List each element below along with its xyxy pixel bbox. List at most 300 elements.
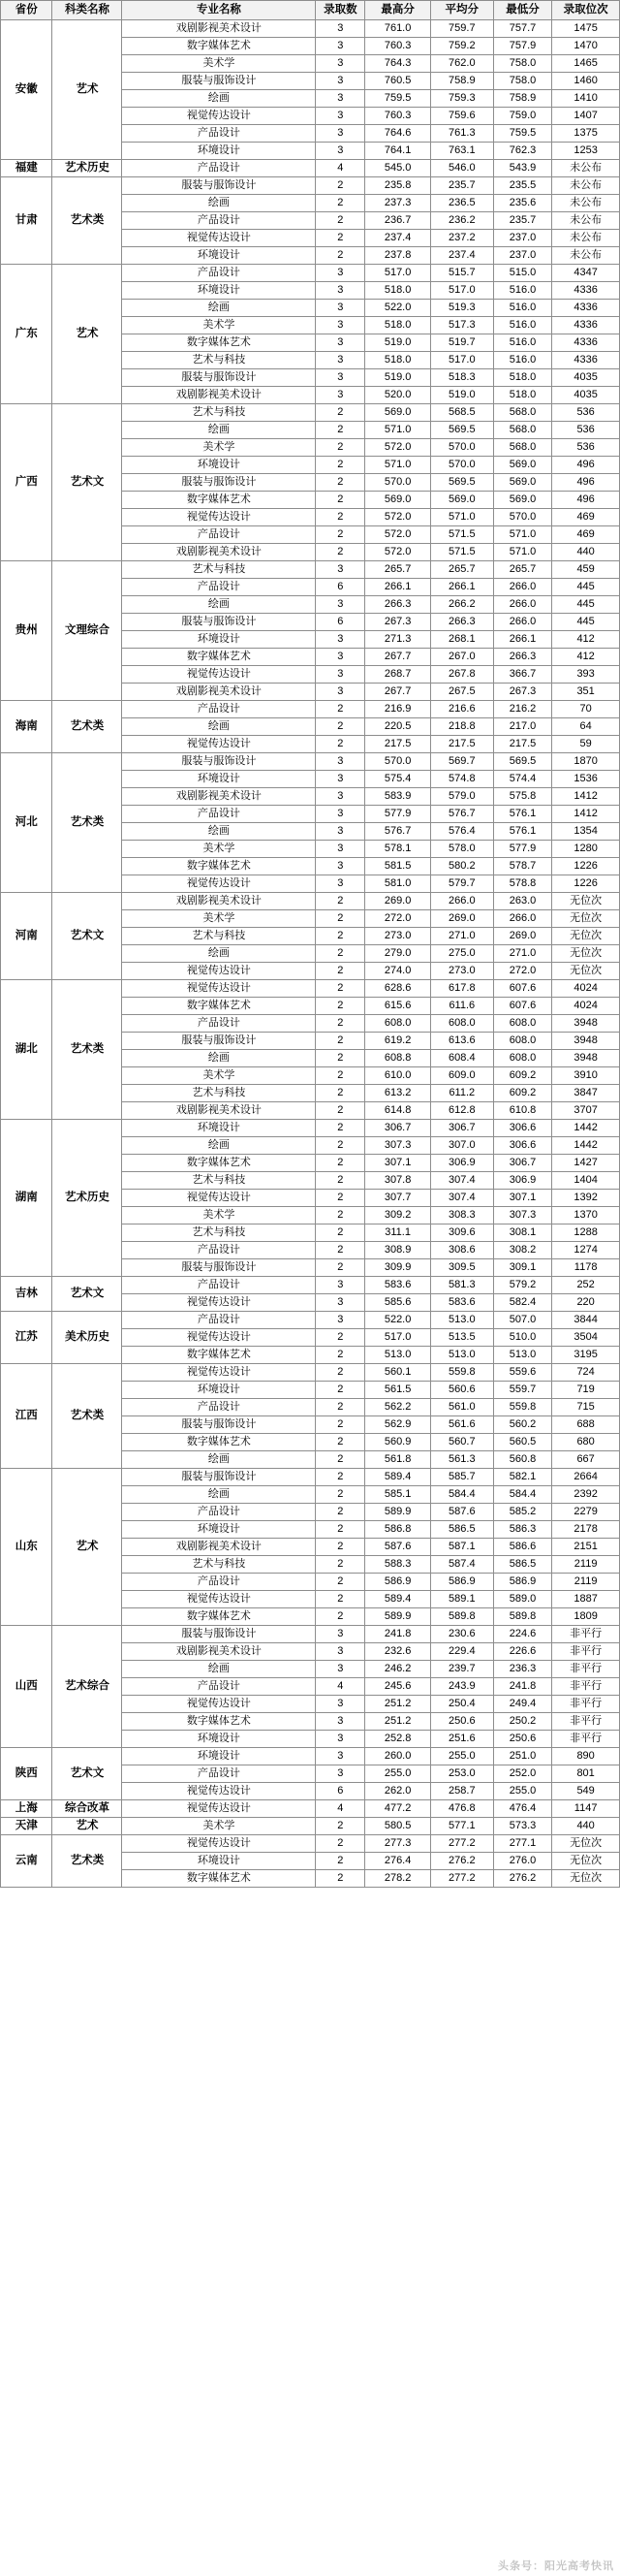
cell-min: 513.0 (493, 1347, 551, 1364)
header-major: 专业名称 (122, 1, 316, 20)
cell-rank: 无位次 (552, 963, 620, 980)
cell-rank: 3844 (552, 1312, 620, 1329)
cell-min: 276.0 (493, 1853, 551, 1870)
cell-rank: 2119 (552, 1556, 620, 1574)
cell-rank: 1407 (552, 108, 620, 125)
cell-count: 3 (316, 352, 365, 369)
cell-province: 河南 (1, 893, 52, 980)
cell-max: 267.7 (365, 684, 430, 701)
table-row (1, 1800, 620, 1818)
cell-category: 艺术综合 (52, 1626, 122, 1748)
cell-min: 584.4 (493, 1486, 551, 1504)
cell-max: 589.4 (365, 1469, 430, 1486)
cell-rank: 未公布 (552, 160, 620, 177)
cell-major: 产品设计 (122, 125, 316, 143)
cell-min: 249.4 (493, 1696, 551, 1713)
cell-avg: 761.3 (430, 125, 493, 143)
cell-avg: 580.2 (430, 858, 493, 875)
cell-max: 615.6 (365, 998, 430, 1015)
cell-rank: 非平行 (552, 1626, 620, 1643)
cell-count: 3 (316, 1713, 365, 1731)
cell-major: 数字媒体艺术 (122, 1870, 316, 1888)
cell-min: 608.0 (493, 1033, 551, 1050)
cell-count: 2 (316, 1416, 365, 1434)
header-province: 省份 (1, 1, 52, 20)
cell-major: 视觉传达设计 (122, 1800, 316, 1818)
cell-min: 277.1 (493, 1835, 551, 1853)
cell-min: 577.9 (493, 841, 551, 858)
cell-count: 2 (316, 509, 365, 526)
cell-avg: 515.7 (430, 265, 493, 282)
cell-avg: 266.3 (430, 614, 493, 631)
cell-avg: 589.8 (430, 1608, 493, 1626)
cell-category: 艺术文 (52, 404, 122, 561)
cell-rank: 1809 (552, 1608, 620, 1626)
cell-major: 服装与服饰设计 (122, 369, 316, 387)
cell-major: 服装与服饰设计 (122, 1033, 316, 1050)
table-row (1, 1277, 620, 1294)
cell-province: 湖北 (1, 980, 52, 1120)
cell-count: 2 (316, 1818, 365, 1835)
cell-major: 视觉传达设计 (122, 1294, 316, 1312)
cell-min: 276.2 (493, 1870, 551, 1888)
cell-avg: 559.8 (430, 1364, 493, 1382)
cell-major: 美术学 (122, 439, 316, 457)
cell-rank: 非平行 (552, 1678, 620, 1696)
cell-major: 绘画 (122, 1661, 316, 1678)
cell-avg: 586.5 (430, 1521, 493, 1539)
cell-rank: 1442 (552, 1137, 620, 1155)
cell-min: 559.6 (493, 1364, 551, 1382)
cell-avg: 250.6 (430, 1713, 493, 1731)
cell-major: 美术学 (122, 1067, 316, 1085)
cell-avg: 229.4 (430, 1643, 493, 1661)
cell-rank: 4336 (552, 334, 620, 352)
cell-count: 2 (316, 1015, 365, 1033)
cell-rank: 445 (552, 614, 620, 631)
cell-min: 250.2 (493, 1713, 551, 1731)
table-row (1, 177, 620, 195)
cell-avg: 759.6 (430, 108, 493, 125)
cell-rank: 4024 (552, 980, 620, 998)
cell-major: 产品设计 (122, 579, 316, 596)
cell-max: 518.0 (365, 317, 430, 334)
cell-major: 戏剧影视美术设计 (122, 684, 316, 701)
cell-province: 河北 (1, 753, 52, 893)
cell-major: 视觉传达设计 (122, 230, 316, 247)
cell-category: 艺术文 (52, 1277, 122, 1312)
cell-min: 236.3 (493, 1661, 551, 1678)
cell-min: 560.8 (493, 1451, 551, 1469)
cell-avg: 758.9 (430, 73, 493, 90)
cell-rank: 无位次 (552, 945, 620, 963)
cell-major: 戏剧影视美术设计 (122, 544, 316, 561)
cell-max: 764.1 (365, 143, 430, 160)
cell-major: 产品设计 (122, 1574, 316, 1591)
cell-major: 绘画 (122, 718, 316, 736)
cell-avg: 759.2 (430, 38, 493, 55)
cell-rank: 无位次 (552, 928, 620, 945)
cell-avg: 578.0 (430, 841, 493, 858)
cell-category: 艺术类 (52, 1835, 122, 1888)
cell-min: 569.0 (493, 474, 551, 492)
cell-rank: 4347 (552, 265, 620, 282)
cell-major: 绘画 (122, 823, 316, 841)
cell-min: 518.0 (493, 387, 551, 404)
cell-rank: 无位次 (552, 910, 620, 928)
cell-min: 569.0 (493, 492, 551, 509)
cell-major: 服装与服饰设计 (122, 1259, 316, 1277)
cell-min: 226.6 (493, 1643, 551, 1661)
cell-min: 575.8 (493, 788, 551, 806)
cell-major: 数字媒体艺术 (122, 1155, 316, 1172)
cell-rank: 3195 (552, 1347, 620, 1364)
cell-max: 518.0 (365, 282, 430, 300)
cell-count: 3 (316, 1643, 365, 1661)
cell-avg: 585.7 (430, 1469, 493, 1486)
cell-rank: 412 (552, 631, 620, 649)
cell-max: 307.8 (365, 1172, 430, 1190)
cell-avg: 577.1 (430, 1818, 493, 1835)
cell-max: 235.8 (365, 177, 430, 195)
cell-avg: 581.3 (430, 1277, 493, 1294)
cell-min: 266.0 (493, 579, 551, 596)
cell-rank: 未公布 (552, 212, 620, 230)
cell-max: 252.8 (365, 1731, 430, 1748)
cell-min: 266.0 (493, 596, 551, 614)
cell-max: 572.0 (365, 509, 430, 526)
cell-min: 308.2 (493, 1242, 551, 1259)
cell-rank: 680 (552, 1434, 620, 1451)
cell-rank: 1404 (552, 1172, 620, 1190)
cell-min: 568.0 (493, 404, 551, 422)
cell-rank: 3847 (552, 1085, 620, 1102)
table-row (1, 561, 620, 579)
cell-rank: 非平行 (552, 1696, 620, 1713)
cell-avg: 571.0 (430, 509, 493, 526)
cell-major: 服装与服饰设计 (122, 73, 316, 90)
cell-min: 757.7 (493, 20, 551, 38)
cell-min: 586.5 (493, 1556, 551, 1574)
cell-major: 视觉传达设计 (122, 1190, 316, 1207)
cell-max: 309.2 (365, 1207, 430, 1224)
cell-count: 2 (316, 1137, 365, 1155)
cell-rank: 无位次 (552, 1870, 620, 1888)
cell-rank: 无位次 (552, 1835, 620, 1853)
cell-category: 美术历史 (52, 1312, 122, 1364)
cell-major: 产品设计 (122, 806, 316, 823)
cell-major: 产品设计 (122, 1504, 316, 1521)
cell-province: 福建 (1, 160, 52, 177)
cell-rank: 3707 (552, 1102, 620, 1120)
cell-rank: 890 (552, 1748, 620, 1765)
cell-min: 266.3 (493, 649, 551, 666)
cell-avg: 269.0 (430, 910, 493, 928)
header-rank: 录取位次 (552, 1, 620, 20)
cell-count: 2 (316, 1033, 365, 1050)
cell-max: 572.0 (365, 526, 430, 544)
cell-major: 绘画 (122, 300, 316, 317)
cell-max: 307.7 (365, 1190, 430, 1207)
cell-min: 560.5 (493, 1434, 551, 1451)
cell-count: 2 (316, 422, 365, 439)
cell-count: 3 (316, 38, 365, 55)
cell-max: 561.5 (365, 1382, 430, 1399)
cell-count: 6 (316, 1783, 365, 1800)
cell-max: 307.3 (365, 1137, 430, 1155)
cell-avg: 230.6 (430, 1626, 493, 1643)
cell-major: 数字媒体艺术 (122, 858, 316, 875)
cell-max: 545.0 (365, 160, 430, 177)
cell-avg: 235.7 (430, 177, 493, 195)
cell-avg: 519.3 (430, 300, 493, 317)
cell-count: 3 (316, 73, 365, 90)
cell-max: 586.8 (365, 1521, 430, 1539)
cell-max: 266.3 (365, 596, 430, 614)
cell-avg: 613.6 (430, 1033, 493, 1050)
cell-avg: 611.6 (430, 998, 493, 1015)
cell-min: 306.6 (493, 1137, 551, 1155)
cell-count: 3 (316, 1661, 365, 1678)
cell-rank: 445 (552, 596, 620, 614)
cell-count: 3 (316, 684, 365, 701)
cell-avg: 589.1 (430, 1591, 493, 1608)
cell-min: 758.9 (493, 90, 551, 108)
cell-major: 服装与服饰设计 (122, 1416, 316, 1434)
cell-count: 2 (316, 893, 365, 910)
cell-count: 2 (316, 910, 365, 928)
cell-province: 广西 (1, 404, 52, 561)
cell-major: 数字媒体艺术 (122, 334, 316, 352)
cell-rank: 未公布 (552, 230, 620, 247)
cell-min: 607.6 (493, 980, 551, 998)
cell-max: 245.6 (365, 1678, 430, 1696)
cell-major: 环境设计 (122, 1120, 316, 1137)
table-row (1, 1364, 620, 1382)
cell-count: 3 (316, 1731, 365, 1748)
cell-avg: 250.4 (430, 1696, 493, 1713)
cell-count: 3 (316, 125, 365, 143)
cell-avg: 763.1 (430, 143, 493, 160)
cell-avg: 268.1 (430, 631, 493, 649)
cell-major: 绘画 (122, 90, 316, 108)
cell-major: 视觉传达设计 (122, 875, 316, 893)
cell-major: 服装与服饰设计 (122, 753, 316, 771)
cell-avg: 265.7 (430, 561, 493, 579)
cell-rank: 非平行 (552, 1643, 620, 1661)
cell-count: 3 (316, 771, 365, 788)
header-min: 最低分 (493, 1, 551, 20)
cell-max: 260.0 (365, 1748, 430, 1765)
cell-avg: 608.0 (430, 1015, 493, 1033)
cell-max: 619.2 (365, 1033, 430, 1050)
table-row (1, 265, 620, 282)
cell-count: 3 (316, 20, 365, 38)
cell-count: 2 (316, 1364, 365, 1382)
table-row (1, 893, 620, 910)
cell-count: 2 (316, 701, 365, 718)
cell-count: 3 (316, 282, 365, 300)
cell-major: 视觉传达设计 (122, 1591, 316, 1608)
cell-max: 522.0 (365, 300, 430, 317)
cell-major: 产品设计 (122, 1765, 316, 1783)
cell-major: 环境设计 (122, 1748, 316, 1765)
cell-avg: 584.4 (430, 1486, 493, 1504)
cell-max: 237.8 (365, 247, 430, 265)
cell-min: 266.1 (493, 631, 551, 649)
cell-avg: 513.5 (430, 1329, 493, 1347)
cell-rank: 1178 (552, 1259, 620, 1277)
cell-count: 2 (316, 1085, 365, 1102)
cell-avg: 579.7 (430, 875, 493, 893)
cell-count: 3 (316, 334, 365, 352)
cell-max: 580.5 (365, 1818, 430, 1835)
cell-major: 美术学 (122, 841, 316, 858)
cell-min: 217.5 (493, 736, 551, 753)
cell-count: 2 (316, 212, 365, 230)
cell-major: 产品设计 (122, 1312, 316, 1329)
cell-major: 艺术与科技 (122, 928, 316, 945)
cell-max: 588.3 (365, 1556, 430, 1574)
cell-min: 269.0 (493, 928, 551, 945)
cell-count: 2 (316, 1120, 365, 1137)
cell-max: 764.6 (365, 125, 430, 143)
cell-rank: 2178 (552, 1521, 620, 1539)
cell-rank: 1427 (552, 1155, 620, 1172)
cell-major: 艺术与科技 (122, 1224, 316, 1242)
cell-rank: 1147 (552, 1800, 620, 1818)
cell-rank: 459 (552, 561, 620, 579)
cell-major: 数字媒体艺术 (122, 38, 316, 55)
cell-count: 4 (316, 1800, 365, 1818)
table-header-row (1, 1, 620, 20)
cell-min: 267.3 (493, 684, 551, 701)
cell-rank: 496 (552, 457, 620, 474)
cell-province: 湖南 (1, 1120, 52, 1277)
cell-major: 艺术与科技 (122, 561, 316, 579)
cell-avg: 306.7 (430, 1120, 493, 1137)
cell-major: 视觉传达设计 (122, 108, 316, 125)
cell-rank: 536 (552, 404, 620, 422)
cell-rank: 549 (552, 1783, 620, 1800)
cell-major: 数字媒体艺术 (122, 492, 316, 509)
cell-major: 环境设计 (122, 457, 316, 474)
cell-min: 570.0 (493, 509, 551, 526)
cell-count: 2 (316, 1224, 365, 1242)
cell-rank: 1392 (552, 1190, 620, 1207)
cell-count: 2 (316, 1608, 365, 1626)
cell-major: 环境设计 (122, 1853, 316, 1870)
cell-count: 2 (316, 230, 365, 247)
table-row (1, 1748, 620, 1765)
cell-rank: 536 (552, 439, 620, 457)
cell-rank: 3948 (552, 1050, 620, 1067)
cell-avg: 267.0 (430, 649, 493, 666)
cell-category: 文理综合 (52, 561, 122, 701)
cell-count: 3 (316, 300, 365, 317)
cell-rank: 1226 (552, 858, 620, 875)
cell-count: 3 (316, 788, 365, 806)
cell-max: 608.8 (365, 1050, 430, 1067)
cell-rank: 4336 (552, 300, 620, 317)
cell-count: 4 (316, 160, 365, 177)
cell-category: 艺术类 (52, 177, 122, 265)
cell-major: 视觉传达设计 (122, 1696, 316, 1713)
cell-category: 艺术 (52, 1818, 122, 1835)
cell-max: 608.0 (365, 1015, 430, 1033)
cell-count: 2 (316, 1504, 365, 1521)
cell-count: 3 (316, 631, 365, 649)
cell-category: 艺术文 (52, 1748, 122, 1800)
cell-min: 608.0 (493, 1050, 551, 1067)
cell-count: 3 (316, 55, 365, 73)
cell-min: 582.1 (493, 1469, 551, 1486)
cell-count: 3 (316, 823, 365, 841)
cell-count: 2 (316, 1329, 365, 1347)
cell-rank: 440 (552, 1818, 620, 1835)
cell-max: 265.7 (365, 561, 430, 579)
cell-max: 276.4 (365, 1853, 430, 1870)
cell-rank: 469 (552, 509, 620, 526)
cell-rank: 252 (552, 1277, 620, 1294)
cell-major: 环境设计 (122, 1382, 316, 1399)
cell-min: 576.1 (493, 806, 551, 823)
cell-count: 2 (316, 1591, 365, 1608)
cell-province: 安徽 (1, 20, 52, 160)
cell-major: 视觉传达设计 (122, 509, 316, 526)
cell-rank: 2664 (552, 1469, 620, 1486)
cell-major: 视觉传达设计 (122, 1835, 316, 1853)
cell-count: 2 (316, 1469, 365, 1486)
cell-category: 艺术类 (52, 701, 122, 753)
cell-count: 2 (316, 1399, 365, 1416)
cell-major: 服装与服饰设计 (122, 614, 316, 631)
cell-max: 216.9 (365, 701, 430, 718)
cell-major: 数字媒体艺术 (122, 1713, 316, 1731)
cell-max: 589.9 (365, 1504, 430, 1521)
cell-max: 581.5 (365, 858, 430, 875)
cell-count: 3 (316, 666, 365, 684)
cell-max: 513.0 (365, 1347, 430, 1364)
table-row (1, 701, 620, 718)
cell-major: 绘画 (122, 422, 316, 439)
cell-major: 视觉传达设计 (122, 736, 316, 753)
cell-avg: 267.8 (430, 666, 493, 684)
cell-rank: 1274 (552, 1242, 620, 1259)
cell-min: 266.0 (493, 614, 551, 631)
cell-max: 519.0 (365, 334, 430, 352)
cell-major: 产品设计 (122, 1277, 316, 1294)
cell-min: 235.6 (493, 195, 551, 212)
cell-avg: 569.5 (430, 422, 493, 439)
cell-max: 589.9 (365, 1608, 430, 1626)
cell-major: 绘画 (122, 1050, 316, 1067)
cell-rank: 1375 (552, 125, 620, 143)
cell-min: 610.8 (493, 1102, 551, 1120)
cell-province: 上海 (1, 1800, 52, 1818)
cell-count: 3 (316, 143, 365, 160)
cell-max: 246.2 (365, 1661, 430, 1678)
cell-category: 综合改革 (52, 1800, 122, 1818)
cell-major: 产品设计 (122, 265, 316, 282)
cell-max: 269.0 (365, 893, 430, 910)
cell-count: 2 (316, 526, 365, 544)
cell-avg: 569.5 (430, 474, 493, 492)
cell-major: 艺术与科技 (122, 1172, 316, 1190)
cell-min: 578.7 (493, 858, 551, 875)
cell-max: 520.0 (365, 387, 430, 404)
cell-major: 视觉传达设计 (122, 1329, 316, 1347)
